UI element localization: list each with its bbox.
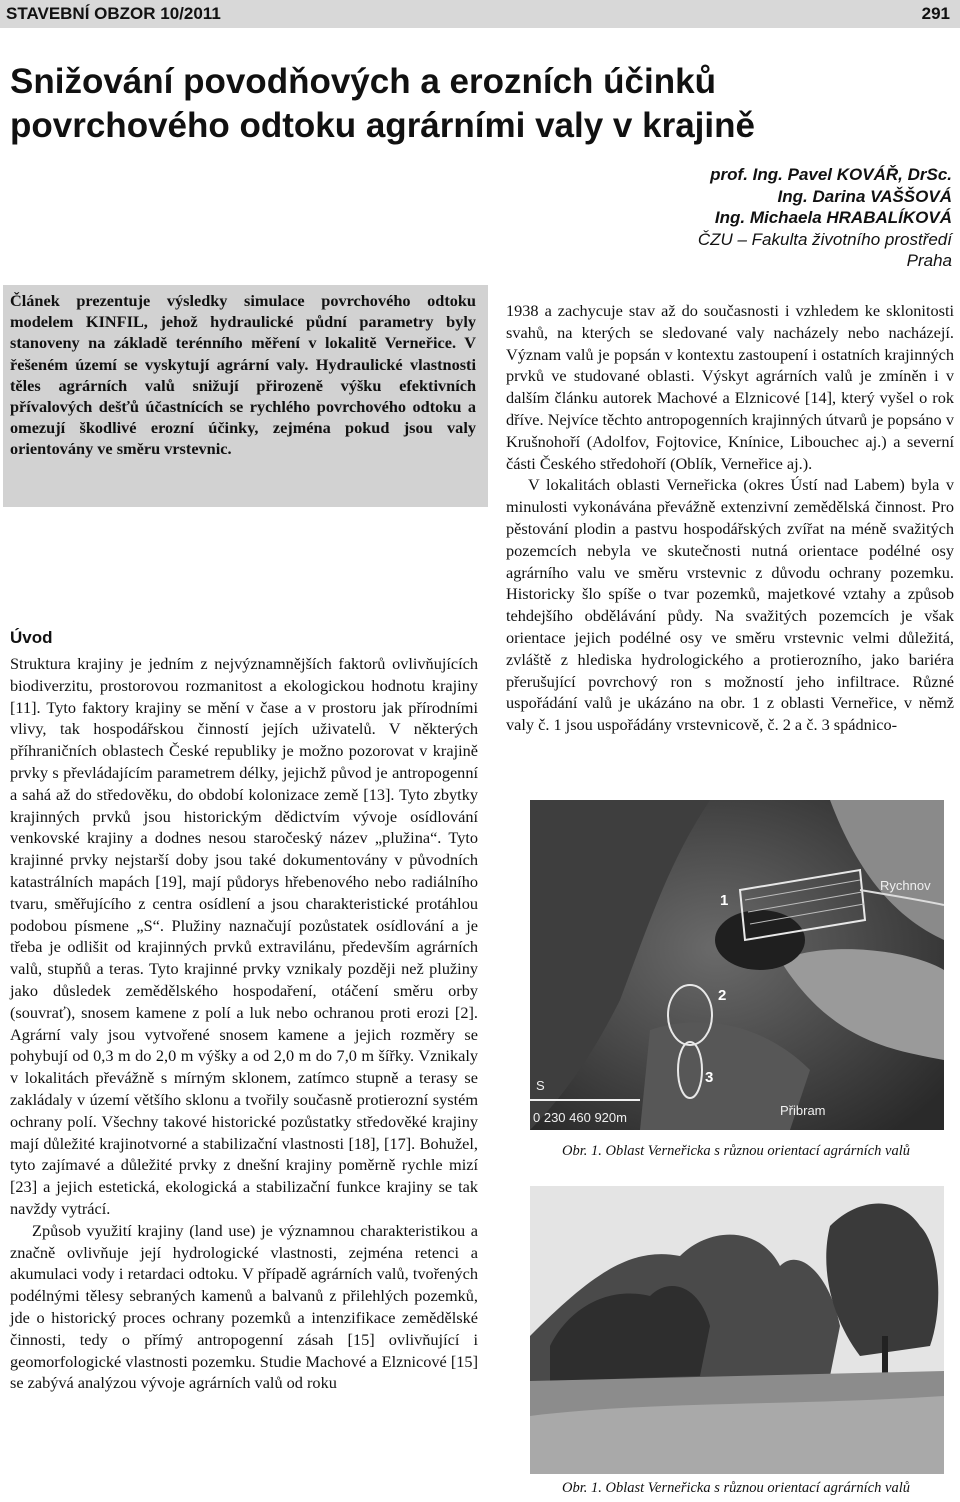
fig1-label-3: 3 bbox=[705, 1069, 714, 1086]
left-paragraph-2: Způsob využití krajiny (land use) je významnou charakteristikou a značně ovlivňuje její hydrologické vlastnosti, zejména retenci a akumulaci vody i retardaci odtoku. V případě agrárních valů, tvořených podélnými tělesy sebraných kamenů a balvanů z přilehlých pozemků, jde o historický proces ochrany pozemků a intenzifikace zemědělské činnosti, tedy o přímý antropogenní zásah [15] ovlivňující i geomorfologické vlastnosti pozemku. Studie Machové a Elznicové [15] se zabývá analýzou vývoje agrárních valů od roku bbox=[10, 1220, 478, 1393]
scale-bar-label: 0 230 460 920m bbox=[533, 1110, 627, 1125]
affiliation: ČZU – Fakulta životního prostředí bbox=[697, 229, 952, 249]
fig1-label-2: 2 bbox=[718, 987, 727, 1004]
right-paragraph-2: V lokalitách oblasti Verneřicka (okres Ústí nad Labem) byla v minulosti vykonávána převážně extenzivní zemědělská činnost. Pro pěstování plodin a pastvu hospodářských zvířat na méně svažitých pozemcích nebyla ve skutečnosti nutná orientace podélné osy agrárního valu ve směru vrstevnic z důvodu ochrany pozemku. Historicky šlo spíše o tvar pozemků, majetkové vztahy a způsob tehdejšího obdělávání půdy. Na svažitých pozemcích je však orientace jejich podélné osy ve směru vrstevnic velmi důležitá, zvláště z hlediska hydrologického a protierozního, jako bariéra přerušující povrchový ron s možností jeho infiltrace. Různé uspořádání valů je ukázáno na obr. 1 z oblasti Verneřice, v němž valy č. 1 jsou uspořádány vrstevnicově, č. 2 a č. 3 spádnico- bbox=[506, 475, 954, 735]
author-2: Ing. Darina VAŠŠOVÁ bbox=[777, 186, 952, 206]
aerial-photo-image bbox=[530, 800, 944, 1130]
figure-2-caption: Obr. 1. Oblast Verneřicka s různou orientací agrárních valů bbox=[562, 1480, 910, 1496]
figure-1-caption: Obr. 1. Oblast Verneřicka s různou orientací agrárních valů bbox=[562, 1143, 910, 1159]
page-number: 291 bbox=[921, 4, 950, 23]
author-1: prof. Ing. Pavel KOVÁŘ, DrSc. bbox=[710, 165, 952, 184]
left-paragraph-1: Struktura krajiny je jedním z nejvýznamnějších faktorů ovlivňujících biodiverzitu, prostorovou rozmanitost a ekologickou hodnotu krajiny [11]. Tyto faktory krajiny se mění v čase a v prostoru jak přírodními vlivy, tak hospodářskou činností jejích uživatelů. V některých příhraničních oblastech České republiky je možno pozorovat v krajině prvky s převládajícím parametrem délky, jejichž původ je antropogenní a sahá až do středověku, do období kolonizace země [13]. Tyto zbytky krajinných prvků jsou historickým dědictvím vývoje osídlování venkovské krajiny a dodnes nesou staročeský název „plužina“. Tyto krajinné prvky nejstarší doby jsou také dokumentovány v původních katastrálních mapách [19], mají půdorys hřebenového nebo radiálního tvaru, směřujícího z centra osídlení a jsou charakteristické protáhlou podobou písmene „S“. Plužiny naznačují pozůstatek osídlování a je třeba je odlišit od krajinných prvků extravilánu, především agrárních valů, stupňů a teras. Tyto krajinné prvky vznikaly později než plužiny jako důsledek zemědělského hospodaření, otáčení směru orby (souvrať), snosem kamene z polí a luk nebo ochranou proti erozi [2]. Agrární valy jsou vytvořené snosem kamene a jejich rozměry se pohybují od 0,3 m do 2,0 m výšky a od 2,0 m do 7,0 m šířky. Vznikaly v lokalitách převážně s mírným sklonem, zatímco stupně a terasy se zakládaly v území většího sklonu a tvořily současně protierozní systém ochrany polí. Všechny takové historické pozůstatky středověké krajiny mají důležité krajinotvorné a stabilizační vlastnosti [18], [17]. Bohužel, tyto zajímavé a důležité prvky z dnešní krajiny poměrně rychle mizí [23] a jejich estetická, ekologická a stabilizační funkce krajiny se tak navždy vytrácí. bbox=[10, 654, 478, 1218]
affiliation-city: Praha bbox=[906, 251, 952, 270]
north-label: S bbox=[536, 1078, 545, 1093]
authors-block bbox=[698, 164, 952, 272]
article-title: Snižování povodňových a erozních účinků povrchového odtoku agrárními valy v krajině bbox=[10, 62, 755, 145]
right-column bbox=[506, 300, 954, 736]
landscape-photo-image bbox=[530, 1186, 944, 1474]
right-paragraph-1: 1938 a zachycuje stav až do současnosti i vzhledem ke sklonitosti svahů, na kterých se sledované valy nacházely nebo nacházejí. Význam valů je popsán v kontextu zastoupení i ostatních krajinných prvků ve studované oblasti. Výskyt agrárních valů je zmíněn i v dalším článku autorek Machové a Elznicové [14], který vyšel o rok dříve. Nejvíce těchto antropogenních krajinných útvarů je popsáno v Krušnohoří (Adolfov, Fojtovice, Knínice, Libouchec aj.) a severní části Českého středohoří (Oblík, Verneřice aj.). bbox=[506, 301, 954, 473]
author-3: Ing. Michaela HRABALÍKOVÁ bbox=[714, 208, 952, 227]
aerial-photo-figure bbox=[530, 800, 944, 1130]
place-label-rychnov: Rychnov bbox=[880, 878, 931, 893]
landscape-photo-figure bbox=[530, 1186, 944, 1474]
journal-name: STAVEBNÍ OBZOR 10/2011 bbox=[6, 4, 221, 23]
fig1-label-1: 1 bbox=[720, 892, 729, 909]
abstract-text: Článek prezentuje výsledky simulace povrchového odtoku modelem KINFIL, jehož hydraulické půdní parametry byly stanoveny na základě terénního měření v lokalitě Verneřice. V řešeném území se vyskytují agrární valy. Hydraulické vlastnosti těles agrárních valů snižují přirozeně výšku efektivních přívalových dešťů účastnících se rychlého povrchového odtoku a omezují škodlivé erozní účinky, zejména pokud jsou valy orientovány ve směru vrstevnic. bbox=[10, 291, 476, 459]
place-label-pribram: Přibram bbox=[780, 1103, 826, 1118]
intro-heading: Úvod bbox=[10, 628, 53, 647]
left-column bbox=[10, 653, 478, 1394]
